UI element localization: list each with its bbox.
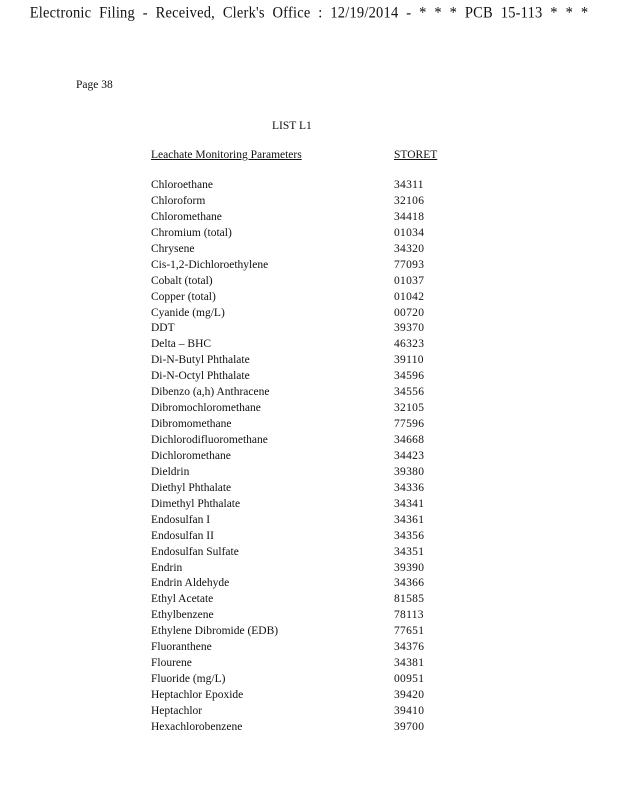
storet-code: 34376 (394, 641, 425, 654)
parameter-name: Dibromomethane (151, 418, 232, 431)
table-row (151, 497, 471, 513)
table-row (151, 417, 471, 433)
parameter-name: Fluoride (mg/L) (151, 673, 226, 686)
storet-code: 34341 (394, 497, 425, 510)
parameter-name: Hexachlorobenzene (151, 720, 243, 733)
storet-code: 32106 (394, 194, 425, 207)
table-row (151, 688, 471, 704)
table-row (151, 529, 471, 545)
storet-code: 39110 (394, 354, 424, 367)
parameter-name: Chloroethane (151, 179, 213, 191)
parameter-name: Endosulfan Sulfate (151, 545, 239, 558)
table-row (151, 672, 471, 688)
storet-code: 00951 (394, 673, 425, 686)
table-row (151, 720, 471, 736)
table-row (151, 561, 471, 577)
table-row (151, 656, 471, 672)
parameter-name: Dibenzo (a,h) Anthracene (151, 386, 270, 399)
filing-header: Electronic Filing - Received, Clerk's Office : 12/19/2014 - * * * PCB 15-113 * * * (29, 4, 589, 22)
storet-code: 01034 (394, 226, 425, 239)
parameter-name: Chloroform (151, 194, 206, 207)
storet-code: 34418 (394, 210, 425, 223)
column-header-storet: STORET (394, 149, 438, 161)
storet-code: 34668 (394, 434, 425, 446)
table-row (151, 178, 471, 194)
parameter-name: Endosulfan I (151, 513, 211, 526)
table-row (151, 545, 471, 561)
table-row (151, 449, 471, 465)
table-row (151, 481, 471, 497)
parameter-name: Endosulfan II (151, 529, 214, 542)
column-header-parameters: Leachate Monitoring Parameters (151, 149, 302, 161)
table-row (151, 353, 471, 369)
table-row (151, 385, 471, 401)
page-number: Page 38 (76, 79, 113, 91)
storet-code: 34381 (394, 657, 425, 670)
table-row (151, 401, 471, 417)
storet-code: 34423 (394, 449, 425, 462)
parameter-name: Di-N-Butyl Phthalate (151, 354, 250, 367)
table-row (151, 513, 471, 529)
storet-code: 39700 (394, 720, 425, 733)
table-row (151, 290, 471, 306)
storet-code: 34356 (394, 529, 425, 542)
storet-code: 34336 (394, 481, 425, 494)
storet-code: 39390 (394, 561, 425, 574)
storet-code: 46323 (394, 338, 425, 351)
table-row (151, 194, 471, 210)
storet-code: 00720 (394, 306, 425, 319)
parameter-name: Ethyl Acetate (151, 593, 214, 606)
table-row (151, 369, 471, 385)
storet-code: 34596 (394, 370, 425, 383)
storet-code: 34320 (394, 242, 425, 255)
storet-code: 39370 (394, 322, 425, 335)
parameter-name: Fluoranthene (151, 641, 212, 654)
list-title: LIST L1 (272, 120, 312, 132)
parameter-name: Di-N-Octyl Phthalate (151, 370, 250, 383)
storet-code: 81585 (394, 593, 425, 606)
table-row (151, 624, 471, 640)
table-row (151, 321, 471, 337)
storet-code: 78113 (394, 609, 424, 622)
parameter-name: Ethylbenzene (151, 609, 214, 622)
parameter-name: Dichloromethane (151, 449, 231, 462)
table-row (151, 704, 471, 720)
table-row (151, 226, 471, 242)
parameter-name: Dimethyl Phthalate (151, 497, 241, 510)
table-row (151, 576, 471, 592)
table-row (151, 465, 471, 481)
storet-code: 34366 (394, 577, 425, 590)
table-row (151, 306, 471, 322)
storet-code: 01042 (394, 290, 425, 303)
parameter-name: Cis-1,2-Dichloroethylene (151, 258, 269, 271)
storet-code: 77651 (394, 625, 425, 638)
parameter-name: Heptachlor (151, 704, 203, 717)
parameter-name: Delta – BHC (151, 338, 212, 351)
storet-code: 01037 (394, 274, 425, 287)
table-row (151, 210, 471, 226)
parameter-name: Heptachlor Epoxide (151, 689, 244, 701)
storet-code: 32105 (394, 402, 425, 415)
table-row (151, 433, 471, 449)
storet-code: 39410 (394, 704, 425, 717)
table-row (151, 242, 471, 258)
parameter-name: Cyanide (mg/L) (151, 306, 225, 319)
storet-code: 34361 (394, 513, 425, 526)
parameter-name: Dichlorodifluoromethane (151, 434, 268, 446)
storet-code: 77596 (394, 418, 425, 431)
table-row (151, 640, 471, 656)
table-row (151, 608, 471, 624)
storet-code: 34556 (394, 386, 425, 399)
parameter-name: Dieldrin (151, 465, 190, 478)
table-row (151, 337, 471, 353)
parameter-name: Endrin Aldehyde (151, 577, 230, 590)
storet-code: 34311 (394, 179, 424, 191)
parameter-list (151, 178, 471, 736)
storet-code: 77093 (394, 258, 425, 271)
table-row (151, 258, 471, 274)
parameter-name: Copper (total) (151, 290, 216, 303)
table-row (151, 592, 471, 608)
parameter-name: Ethylene Dibromide (EDB) (151, 625, 279, 638)
parameter-name: DDT (151, 322, 175, 335)
table-row (151, 274, 471, 290)
parameter-name: Diethyl Phthalate (151, 481, 232, 494)
parameter-name: Dibromochloromethane (151, 402, 261, 415)
parameter-name: Chloromethane (151, 210, 222, 223)
storet-code: 34351 (394, 545, 425, 558)
parameter-name: Chromium (total) (151, 226, 232, 239)
parameter-name: Flourene (151, 657, 192, 670)
parameter-name: Cobalt (total) (151, 274, 213, 287)
parameter-name: Endrin (151, 561, 183, 574)
parameter-name: Chrysene (151, 242, 195, 255)
storet-code: 39420 (394, 689, 425, 701)
storet-code: 39380 (394, 465, 425, 478)
